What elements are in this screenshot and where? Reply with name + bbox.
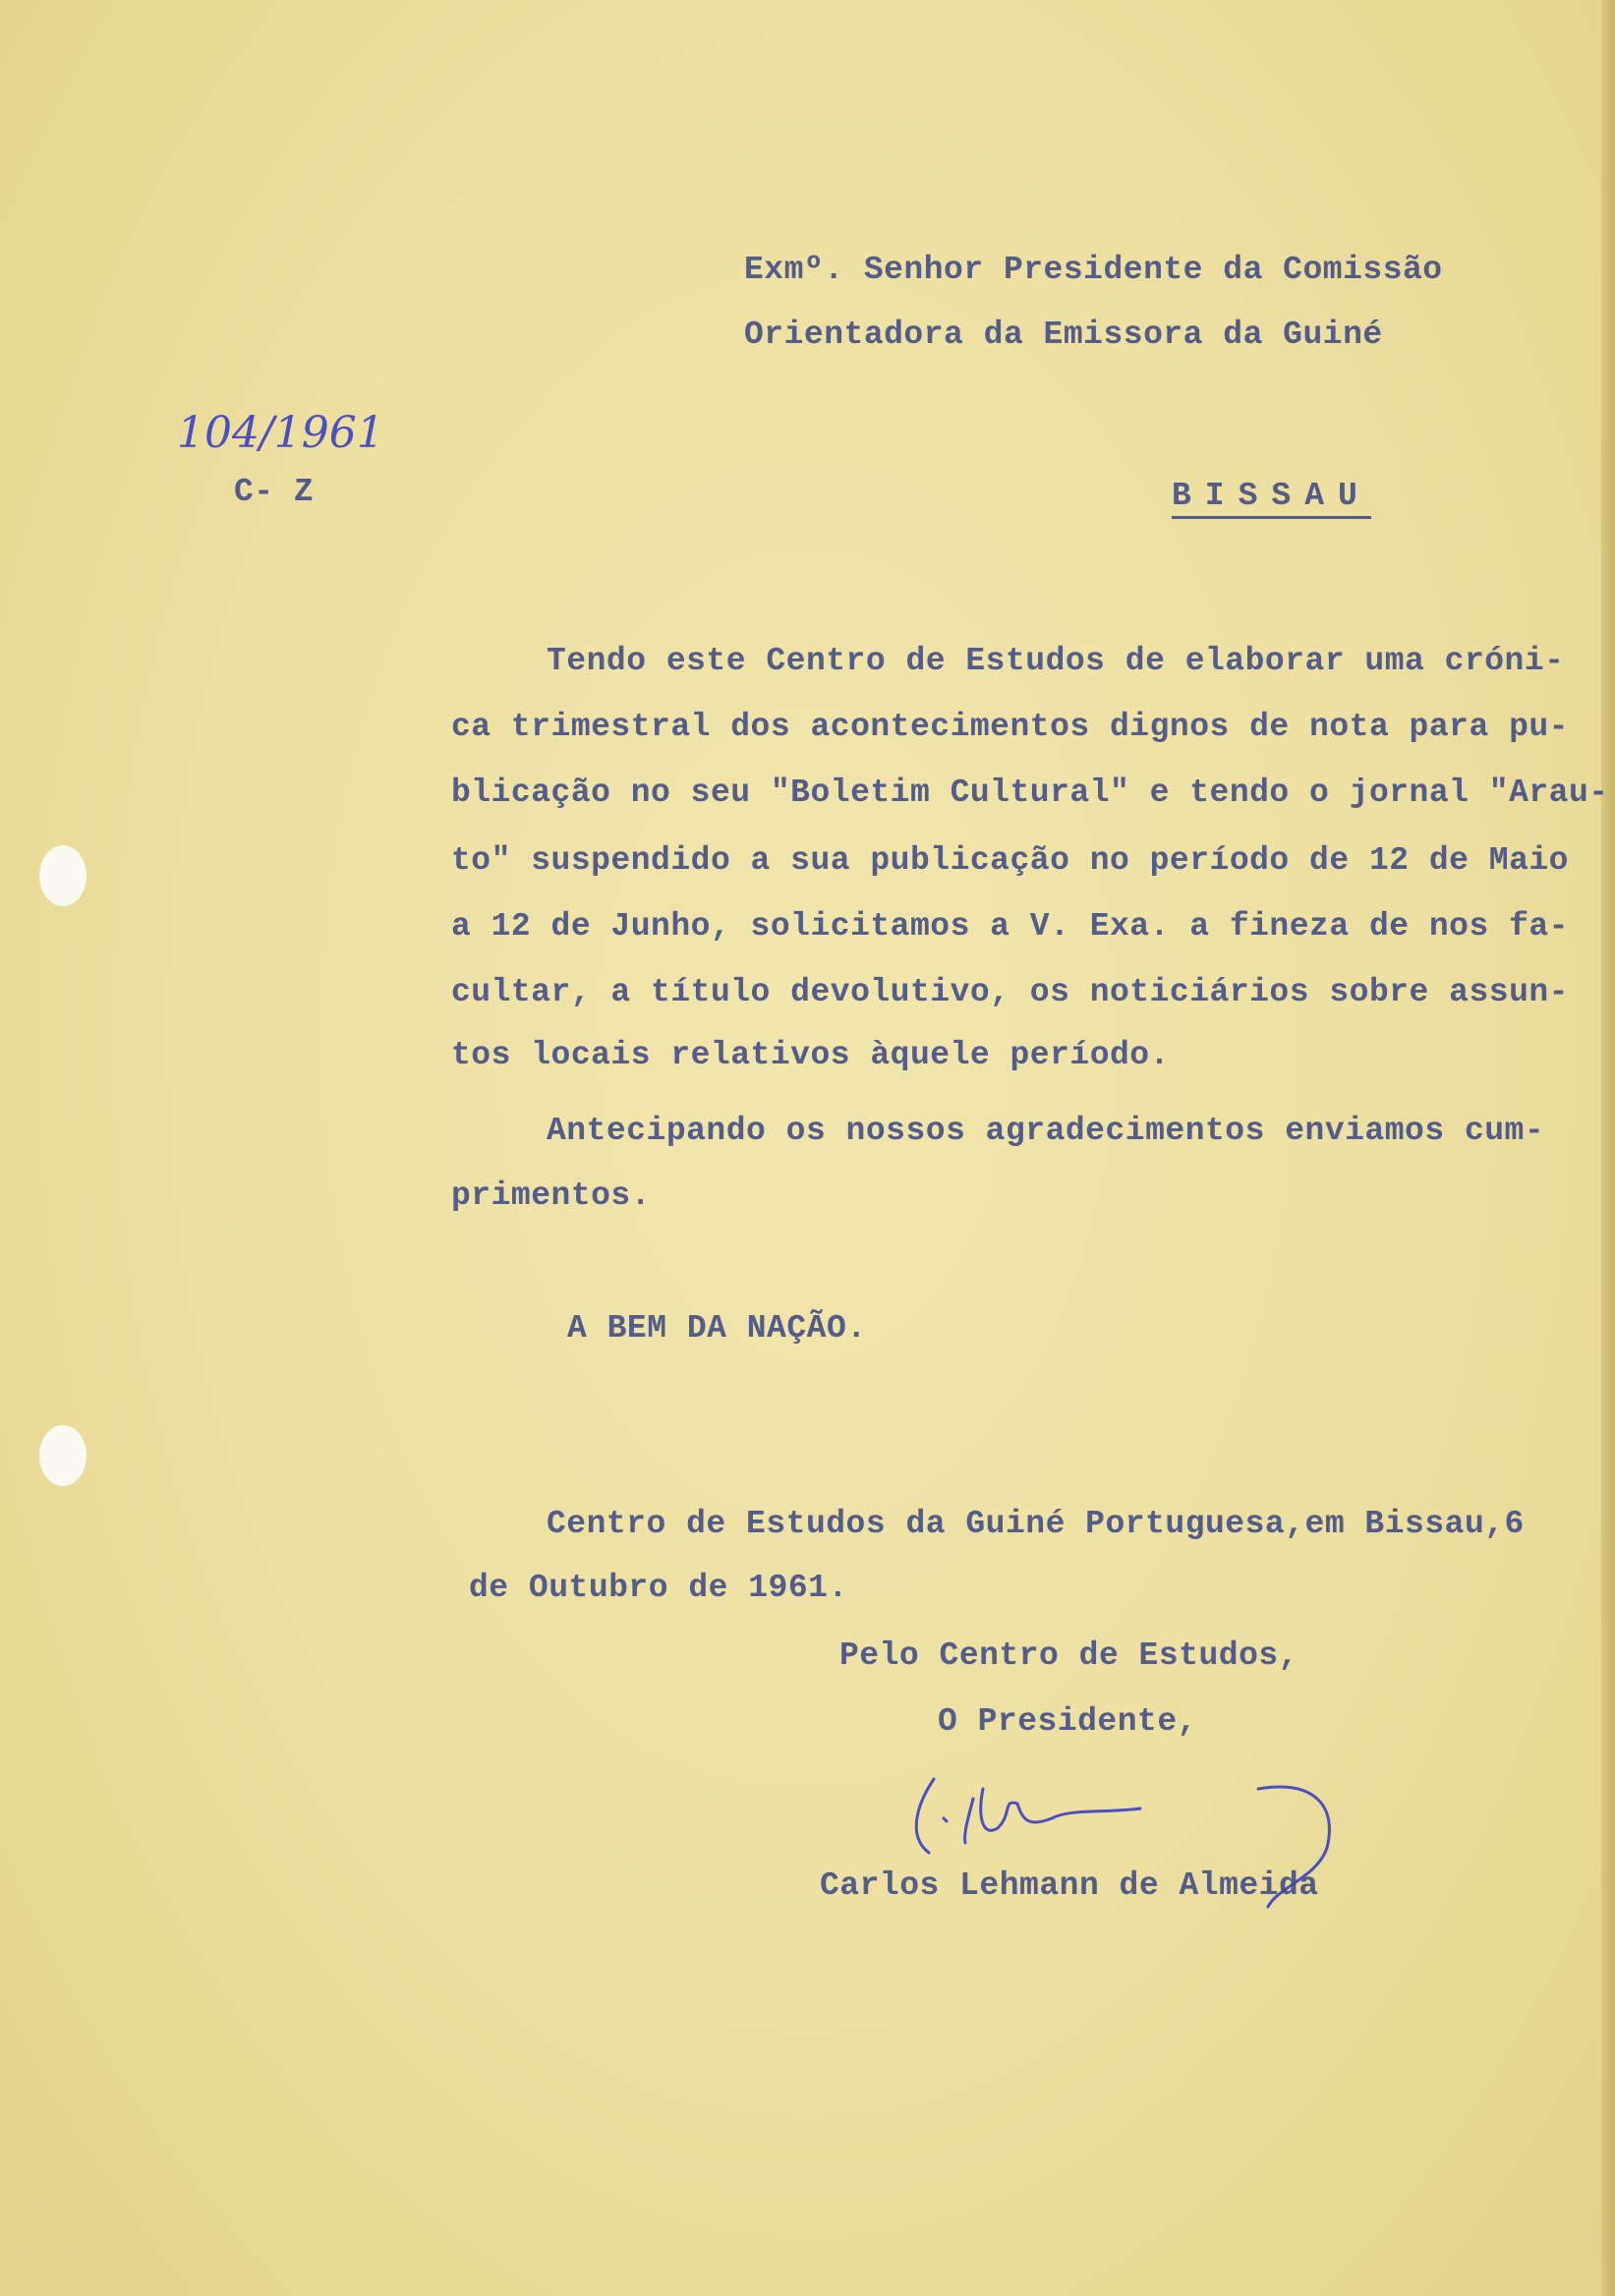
body-line: Tendo este Centro de Estudos de elaborar uma cróni-: [547, 643, 1565, 679]
salutation: A BEM DA NAÇÃO.: [567, 1310, 867, 1347]
body-line: blicação no seu "Boletim Cultural" e tendo o jornal "Arau-: [451, 775, 1609, 811]
body-line: primentos.: [451, 1177, 652, 1214]
addressee-city: BISSAU: [1172, 480, 1371, 519]
punch-hole: [39, 845, 87, 906]
place-date-line-1: Centro de Estudos da Guiné Portuguesa,em Bissau,6: [547, 1506, 1525, 1542]
punch-hole: [39, 1425, 87, 1486]
paper-edge: [1601, 0, 1615, 2296]
reference-number: 104/1961: [177, 408, 384, 458]
place-date-line-2: de Outubro de 1961.: [469, 1570, 848, 1606]
reference-code: C- Z: [234, 474, 315, 510]
body-line: Antecipando os nossos agradecimentos enviamos cum-: [547, 1113, 1545, 1149]
body-line: a 12 de Junho, solicitamos a V. Exa. a fineza de nos fa-: [451, 908, 1569, 945]
addressee-line-1: Exmº. Senhor Presidente da Comissão: [744, 252, 1443, 288]
body-line: ca trimestral dos acontecimentos dignos de nota para pu-: [451, 709, 1569, 745]
body-line: to" suspendido a sua publicação no período de 12 de Maio: [451, 842, 1569, 879]
addressee-line-2: Orientadora da Emissora da Guiné: [744, 316, 1383, 353]
body-line: tos locais relativos àquele período.: [451, 1037, 1170, 1073]
signatory-name: Carlos Lehmann de Almeida: [820, 1867, 1319, 1904]
on-behalf-line: Pelo Centro de Estudos,: [839, 1637, 1298, 1674]
body-line: cultar, a título devolutivo, os noticiários sobre assun-: [451, 974, 1569, 1010]
role-line: O Presidente,: [938, 1703, 1197, 1740]
